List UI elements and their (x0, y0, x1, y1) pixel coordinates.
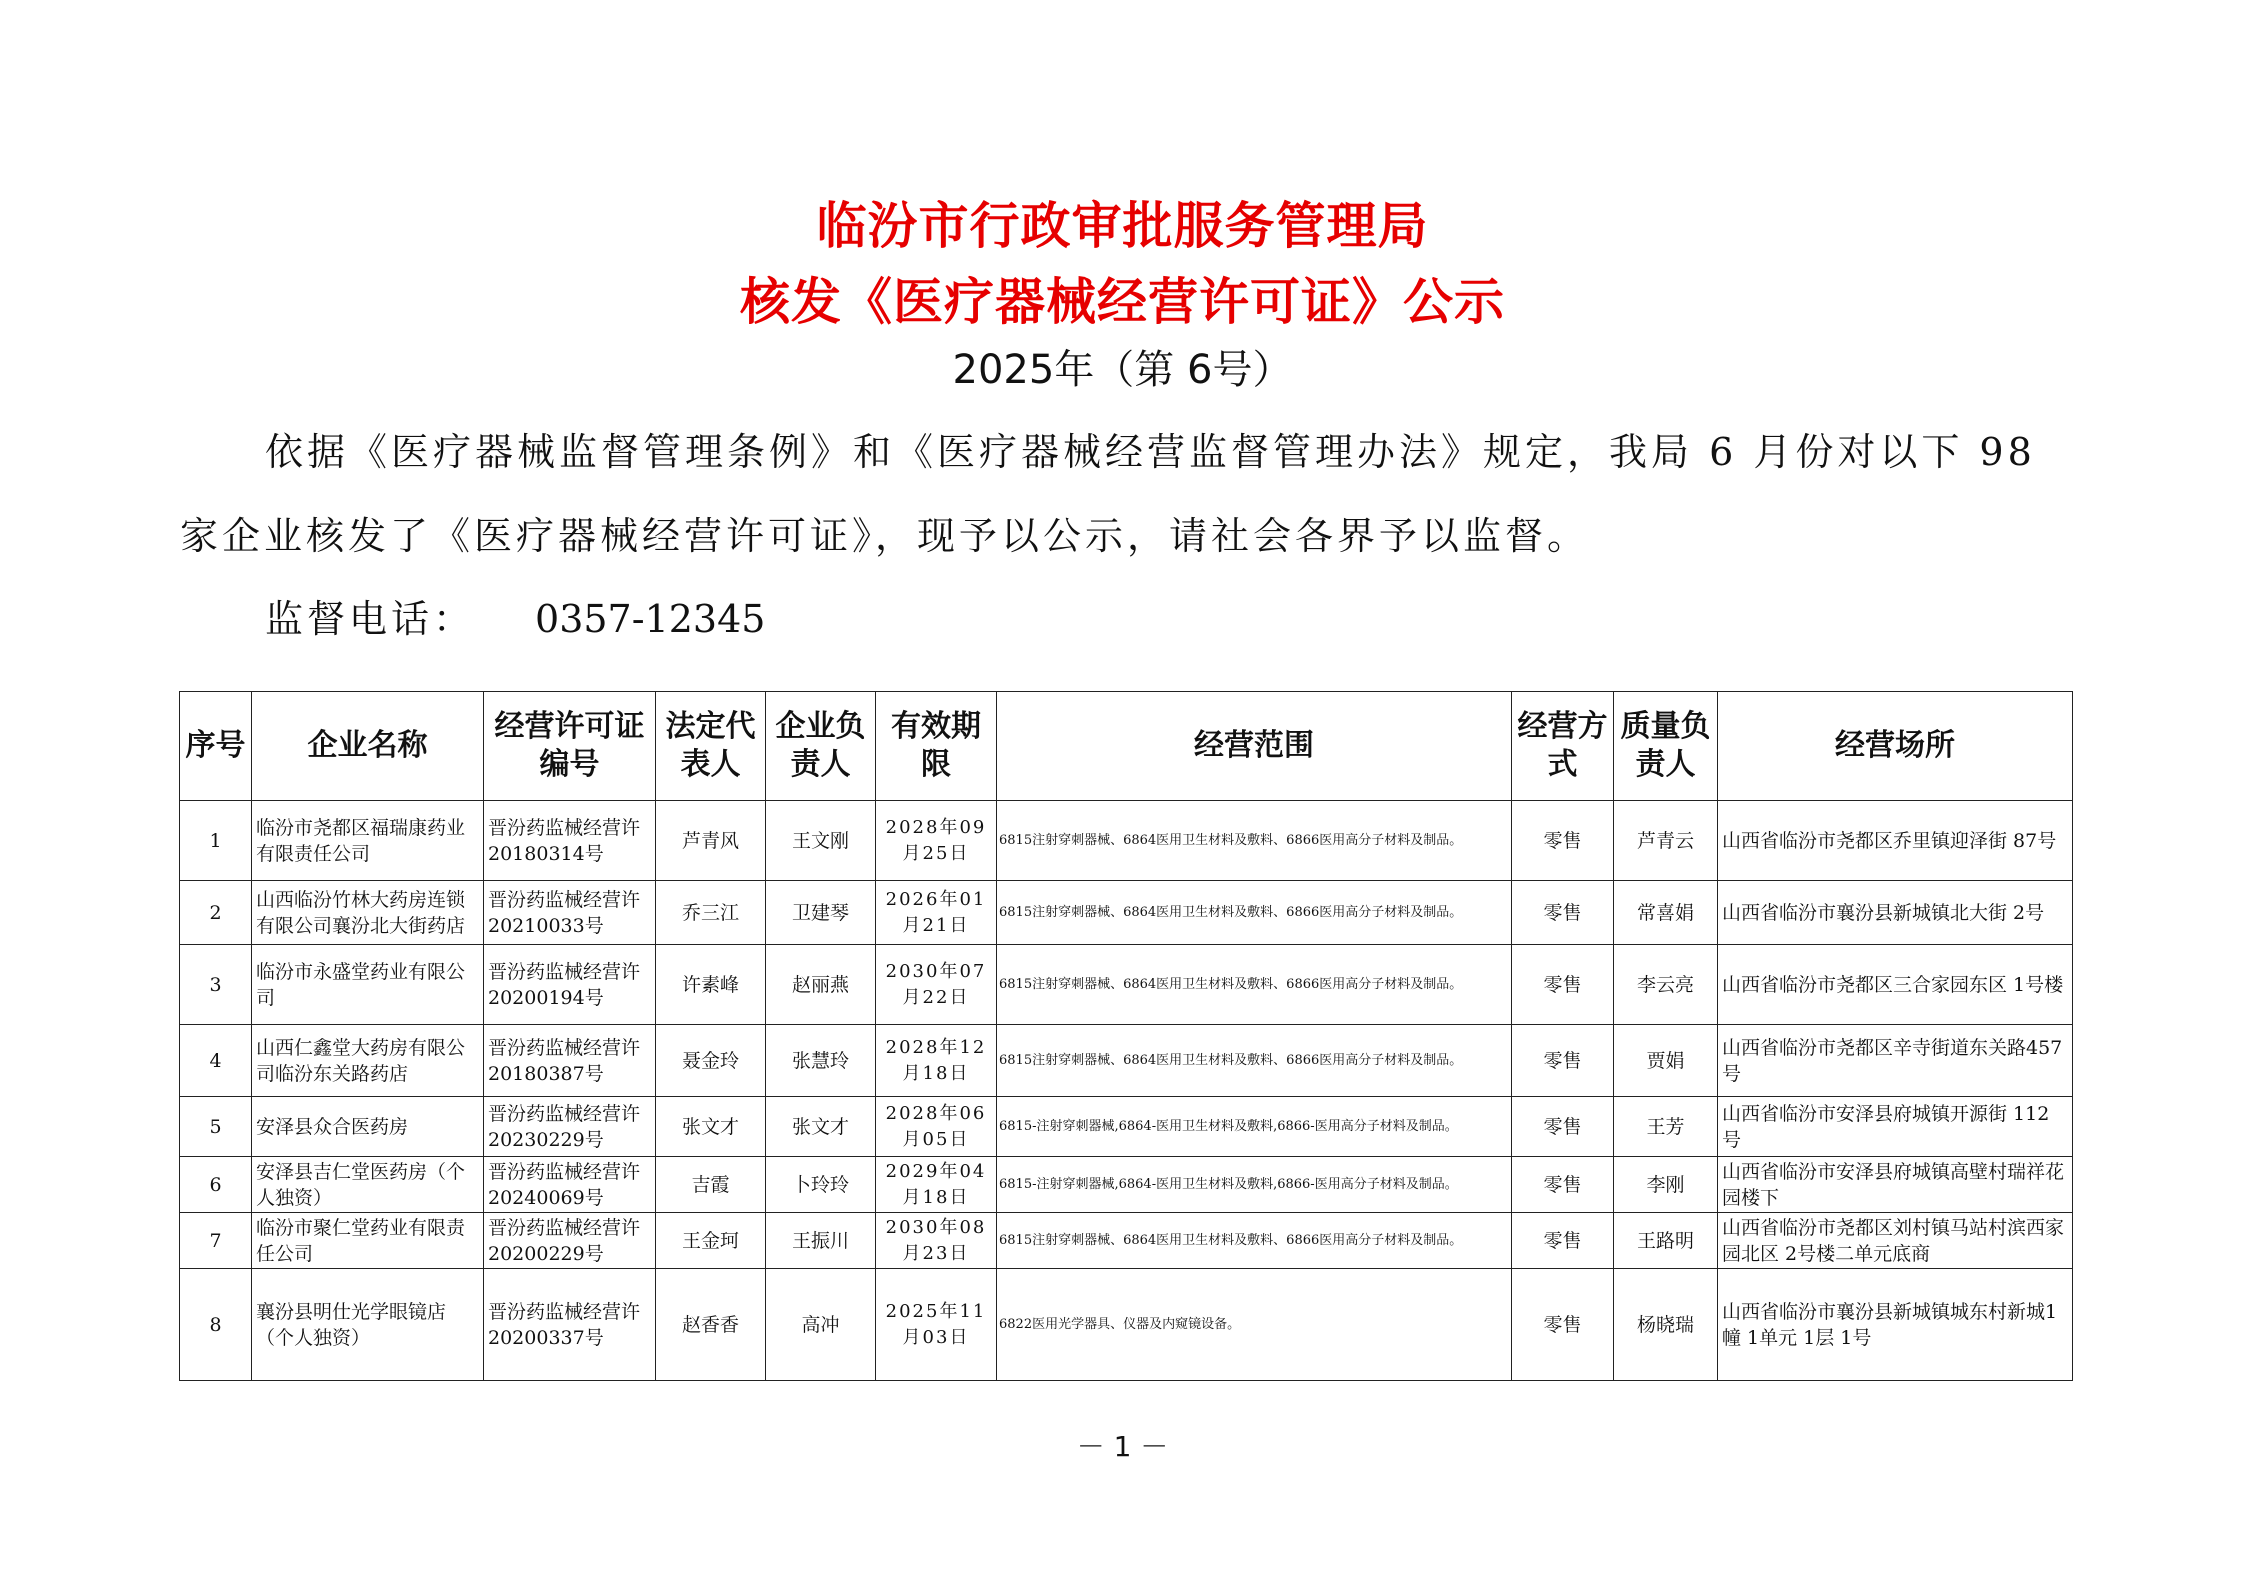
cell-manager: 高冲 (766, 1269, 876, 1381)
cell-legal-rep: 赵香香 (656, 1269, 766, 1381)
cell-legal-rep: 王金珂 (656, 1213, 766, 1269)
phone-label: 监督电话： (265, 597, 476, 641)
cell-company: 临汾市永盛堂药业有限公司 (252, 945, 484, 1025)
cell-manager: 王振川 (766, 1213, 876, 1269)
cell-license-no: 晋汾药监械经营许20230229号 (484, 1097, 656, 1157)
cell-address: 山西省临汾市尧都区刘村镇马站村滨西家园北区 2号楼二单元底商 (1718, 1213, 2073, 1269)
cell-company: 安泽县众合医药房 (252, 1097, 484, 1157)
document-subtitle: 2025年（第 6号） (952, 347, 1293, 393)
header-cell: 有效期限 (876, 692, 997, 801)
header-cell: 经营场所 (1718, 692, 2073, 801)
cell-mode: 零售 (1512, 1269, 1614, 1381)
cell-company: 山西临汾竹林大药房连锁有限公司襄汾北大街药店 (252, 881, 484, 945)
cell-legal-rep: 聂金玲 (656, 1025, 766, 1097)
cell-license-no: 晋汾药监械经营许20200337号 (484, 1269, 656, 1381)
phone-number: 0357-12345 (535, 597, 766, 641)
cell-legal-rep: 张文才 (656, 1097, 766, 1157)
cell-validity: 2028年09月25日 (876, 801, 997, 881)
cell-quality-manager: 李云亮 (1614, 945, 1718, 1025)
cell-manager: 卫建琴 (766, 881, 876, 945)
document-title-line2: 核发《医疗器械经营许可证》公示 (740, 273, 1505, 331)
cell-quality-manager: 王路明 (1614, 1213, 1718, 1269)
header-cell: 法定代表人 (656, 692, 766, 801)
cell-legal-rep: 乔三江 (656, 881, 766, 945)
cell-scope: 6822医用光学器具、仪器及内窥镜设备。 (997, 1269, 1512, 1381)
table-row (180, 881, 2073, 945)
cell-address: 山西省临汾市尧都区三合家园东区 1号楼 (1718, 945, 2073, 1025)
cell-validity: 2028年06月05日 (876, 1097, 997, 1157)
cell-address: 山西省临汾市襄汾县新城镇北大街 2号 (1718, 881, 2073, 945)
cell-scope: 6815注射穿刺器械、6864医用卫生材料及敷料、6866医用高分子材料及制品。 (997, 801, 1512, 881)
cell-scope: 6815注射穿刺器械、6864医用卫生材料及敷料、6866医用高分子材料及制品。 (997, 945, 1512, 1025)
cell-legal-rep: 吉霞 (656, 1157, 766, 1213)
cell-quality-manager: 贾娟 (1614, 1025, 1718, 1097)
cell-seq: 7 (180, 1213, 252, 1269)
cell-legal-rep: 芦青风 (656, 801, 766, 881)
table-body (180, 801, 2073, 1381)
cell-seq: 2 (180, 881, 252, 945)
cell-company: 山西仁鑫堂大药房有限公司临汾东关路药店 (252, 1025, 484, 1097)
cell-address: 山西省临汾市安泽县府城镇开源街 112号 (1718, 1097, 2073, 1157)
license-table (179, 691, 2073, 1381)
cell-manager: 张慧玲 (766, 1025, 876, 1097)
cell-validity: 2030年07月22日 (876, 945, 997, 1025)
supervision-phone (265, 588, 765, 643)
cell-quality-manager: 王芳 (1614, 1097, 1718, 1157)
cell-scope: 6815注射穿刺器械、6864医用卫生材料及敷料、6866医用高分子材料及制品。 (997, 1213, 1512, 1269)
table-row (180, 801, 2073, 881)
cell-address: 山西省临汾市安泽县府城镇高壁村瑞祥花园楼下 (1718, 1157, 2073, 1213)
cell-manager: 卜玲玲 (766, 1157, 876, 1213)
cell-validity: 2030年08月23日 (876, 1213, 997, 1269)
cell-mode: 零售 (1512, 881, 1614, 945)
cell-company: 襄汾县明仕光学眼镜店（个人独资） (252, 1269, 484, 1381)
cell-mode: 零售 (1512, 945, 1614, 1025)
table-row (180, 1157, 2073, 1213)
header-cell: 质量负责人 (1614, 692, 1718, 801)
table-row (180, 1025, 2073, 1097)
cell-mode: 零售 (1512, 1157, 1614, 1213)
cell-seq: 5 (180, 1097, 252, 1157)
header-cell: 经营许可证编号 (484, 692, 656, 801)
cell-license-no: 晋汾药监械经营许20180314号 (484, 801, 656, 881)
cell-seq: 4 (180, 1025, 252, 1097)
cell-address: 山西省临汾市襄汾县新城镇城东村新城1幢 1单元 1层 1号 (1718, 1269, 2073, 1381)
cell-manager: 王文刚 (766, 801, 876, 881)
header-cell: 经营范围 (997, 692, 1512, 801)
table-row (180, 1097, 2073, 1157)
cell-quality-manager: 杨晓瑞 (1614, 1269, 1718, 1381)
page-number: － 1 － (1076, 1430, 1169, 1463)
cell-seq: 8 (180, 1269, 252, 1381)
header-cell: 企业名称 (252, 692, 484, 801)
cell-seq: 6 (180, 1157, 252, 1213)
table-row (180, 1213, 2073, 1269)
cell-seq: 3 (180, 945, 252, 1025)
table-row (180, 1269, 2073, 1381)
cell-validity: 2029年04月18日 (876, 1157, 997, 1213)
cell-validity: 2026年01月21日 (876, 881, 997, 945)
cell-company: 临汾市尧都区福瑞康药业有限责任公司 (252, 801, 484, 881)
cell-license-no: 晋汾药监械经营许20210033号 (484, 881, 656, 945)
cell-quality-manager: 常喜娟 (1614, 881, 1718, 945)
cell-manager: 张文才 (766, 1097, 876, 1157)
cell-seq: 1 (180, 801, 252, 881)
cell-validity: 2025年11月03日 (876, 1269, 997, 1381)
cell-scope: 6815-注射穿刺器械,6864-医用卫生材料及敷料,6866-医用高分子材料及制品。 (997, 1097, 1512, 1157)
cell-legal-rep: 许素峰 (656, 945, 766, 1025)
cell-mode: 零售 (1512, 1097, 1614, 1157)
document-title-line1: 临汾市行政审批服务管理局 (816, 197, 1429, 255)
cell-quality-manager: 李刚 (1614, 1157, 1718, 1213)
cell-license-no: 晋汾药监械经营许20200229号 (484, 1213, 656, 1269)
cell-scope: 6815注射穿刺器械、6864医用卫生材料及敷料、6866医用高分子材料及制品。 (997, 881, 1512, 945)
cell-scope: 6815-注射穿刺器械,6864-医用卫生材料及敷料,6866-医用高分子材料及制品。 (997, 1157, 1512, 1213)
cell-license-no: 晋汾药监械经营许20240069号 (484, 1157, 656, 1213)
table-header-row (180, 692, 2073, 801)
cell-company: 安泽县吉仁堂医药房（个人独资） (252, 1157, 484, 1213)
cell-address: 山西省临汾市尧都区乔里镇迎泽街 87号 (1718, 801, 2073, 881)
cell-scope: 6815注射穿刺器械、6864医用卫生材料及敷料、6866医用高分子材料及制品。 (997, 1025, 1512, 1097)
cell-license-no: 晋汾药监械经营许20200194号 (484, 945, 656, 1025)
cell-validity: 2028年12月18日 (876, 1025, 997, 1097)
cell-mode: 零售 (1512, 801, 1614, 881)
cell-mode: 零售 (1512, 1213, 1614, 1269)
cell-company: 临汾市聚仁堂药业有限责任公司 (252, 1213, 484, 1269)
cell-address: 山西省临汾市尧都区辛寺街道东关路457号 (1718, 1025, 2073, 1097)
cell-mode: 零售 (1512, 1025, 1614, 1097)
table-row (180, 945, 2073, 1025)
intro-paragraph: 依据《医疗器械监督管理条例》和《医疗器械经营监督管理办法》规定，我局 6 月份对以下 98 家企业核发了《医疗器械经营许可证》，现予以公示，请社会各界予以监督。 (180, 430, 2036, 558)
header-cell: 序号 (180, 692, 252, 801)
cell-license-no: 晋汾药监械经营许20180387号 (484, 1025, 656, 1097)
cell-manager: 赵丽燕 (766, 945, 876, 1025)
cell-quality-manager: 芦青云 (1614, 801, 1718, 881)
header-cell: 企业负责人 (766, 692, 876, 801)
header-cell: 经营方式 (1512, 692, 1614, 801)
